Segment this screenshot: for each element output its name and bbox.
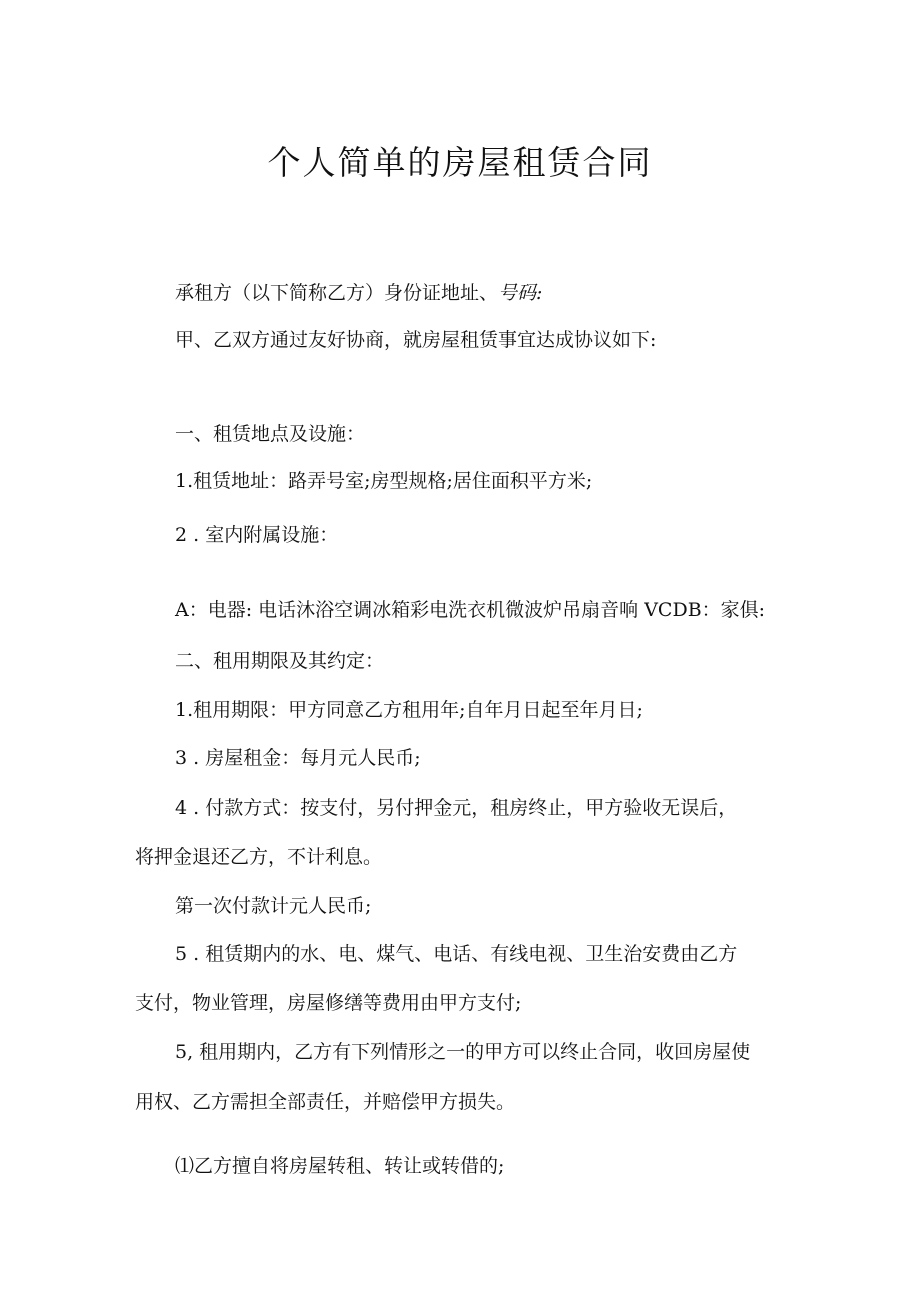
clause-2-4: 4 . 付款方式：按支付，另付押金元，租房终止，甲方验收无误后， [175,797,738,819]
tenant-line [175,280,542,306]
clause-1-1: 1.租赁地址：路弄号室;房型规格;居住面积平方米; [175,470,593,492]
tenant-label: 承租方（以下简称乙方）身份证地址、 [175,282,499,304]
section-1-heading: 一、租赁地点及设施： [175,423,366,445]
clause-2-3: 3 . 房屋租金：每月元人民币; [175,747,421,769]
page-title: 个人简单的房屋租赁合同 [267,143,653,182]
id-number-label: 号码: [498,282,543,304]
sub-clause-1: ⑴乙方擅自将房屋转租、转让或转借的; [175,1155,505,1177]
first-payment: 第一次付款计元人民币; [175,895,372,917]
clause-2-1: 1.租用期限：甲方同意乙方租用年;自年月日起至年月日; [175,699,643,721]
agreement-intro: 甲、乙双方通过友好协商，就房屋租赁事宜达成协议如下: [175,329,657,351]
clause-2-5: 5 . 租赁期内的水、电、煤气、电话、有线电视、卫生治安费由乙方 [175,943,738,965]
clause-appliances: A：电器: 电话沐浴空调冰箱彩电洗衣机微波炉吊扇音响 VCDB：家俱: [175,599,766,621]
clause-2-6: 5, 租用期内，乙方有下列情形之一的甲方可以终止合同，收回房屋使 [175,1041,751,1063]
clause-2-5-cont: 支付，物业管理，房屋修缮等费用由甲方支付; [135,992,522,1014]
clause-2-4-cont: 将押金退还乙方，不计利息。 [135,846,383,868]
clause-1-2: 2 . 室内附属设施： [175,524,339,546]
section-2-heading: 二、租用期限及其约定： [175,650,385,672]
clause-2-6-cont: 用权、乙方需担全部责任，并赔偿甲方损失。 [135,1091,516,1113]
